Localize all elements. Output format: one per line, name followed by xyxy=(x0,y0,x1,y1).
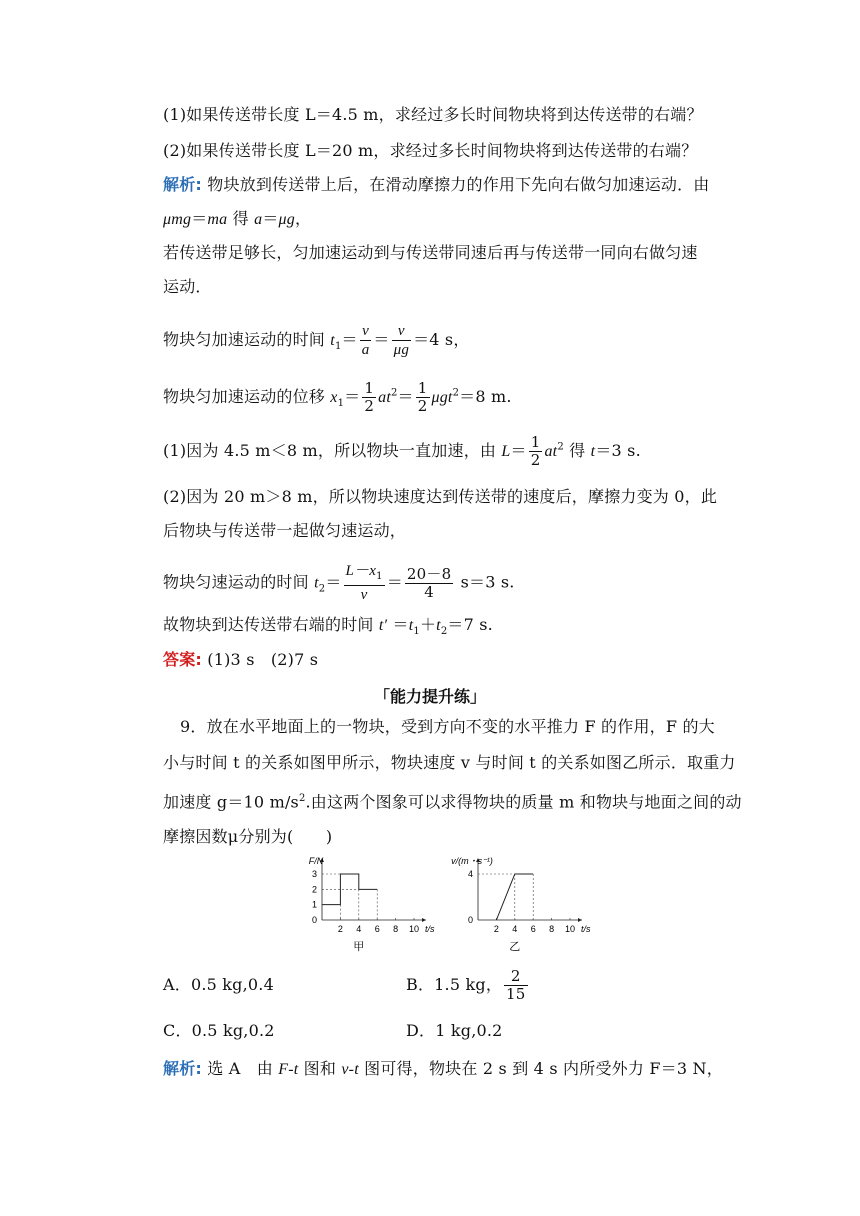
x-tick-label: 8 xyxy=(393,924,399,934)
origin-label: 0 xyxy=(311,915,317,925)
long-belt-line-1: 若传送带足够长，匀加速运动到与传送带同速后再与传送带一同向右做匀速 xyxy=(163,243,698,262)
section-title: 「能力提升练」 xyxy=(373,687,486,706)
mu-mg-line: μmg＝ma 得 a＝μg， xyxy=(163,209,312,228)
final-analysis-line: 解析: 选 A 由 F-t 图和 v-t 图可得，物块在 2 s 到 4 s 内所受外力 F＝3 N， xyxy=(163,1059,723,1078)
q9-line-4: 摩擦因数μ分别为( ) xyxy=(163,827,333,846)
answer-line xyxy=(163,649,318,671)
final-analysis-label: 解析: xyxy=(163,1059,202,1078)
t1-equation: 物块匀加速运动的时间 $t_1=$ $\frac{v}{a}$ ＝ $\frac{v}{\mu g}$ ＝4 s， xyxy=(163,323,470,358)
x-tick-label: 6 xyxy=(374,924,380,934)
y-tick-label: 1 xyxy=(311,899,317,910)
x-tick-label: 2 xyxy=(493,924,499,934)
origin-label: 0 xyxy=(467,915,473,925)
part2-line-1: (2)因为 20 m＞8 m，所以物块速度达到传送带的速度后，摩擦力变为 0，此 xyxy=(163,487,718,506)
y-tick-label: 4 xyxy=(467,869,473,879)
x-axis-label: t/s xyxy=(425,924,435,934)
option-a[interactable]: A．0.5 kg,0.4 xyxy=(163,975,274,994)
x-tick-label: 4 xyxy=(512,924,518,934)
x1-equation: 物块匀加速运动的位移 $x_1=$ $\frac{1}{2}$ $at^2=$ $\frac{1}{2}$ μgt$^2$＝8 m. xyxy=(163,379,512,415)
x-tick-label: 10 xyxy=(564,924,576,934)
x-tick-label: 6 xyxy=(530,924,536,934)
x-axis-label: t/s xyxy=(581,924,591,934)
y-tick-label: 3 xyxy=(311,869,317,879)
x-tick-label: 4 xyxy=(356,924,362,934)
chart-caption: 甲 xyxy=(353,941,365,953)
q9-line-2: 小与时间 t 的关系如图甲所示，物块速度 v 与时间 t 的关系如图乙所示．取重力 xyxy=(163,753,736,772)
answer-text: (1)3 s (2)7 s xyxy=(207,650,319,669)
long-belt-line-2: 运动． xyxy=(163,277,212,296)
x-tick-label: 10 xyxy=(408,924,420,934)
velocity-series-line xyxy=(496,874,533,920)
chart-v-t xyxy=(448,852,598,962)
chart-f-t xyxy=(292,852,442,962)
option-c[interactable]: C．0.5 kg,0.2 xyxy=(163,1021,275,1040)
option-d[interactable]: D．1 kg,0.2 xyxy=(406,1021,503,1040)
x-tick-label: 8 xyxy=(549,924,555,934)
y-tick-label: 2 xyxy=(311,884,317,895)
part2-line-2: 后物块与传送带一起做匀速运动， xyxy=(163,521,407,540)
analysis-label: 解析: xyxy=(163,175,202,194)
y-axis-label: F/N xyxy=(308,856,324,866)
q9-line-1: 9．放在水平地面上的一物块，受到方向不变的水平推力 F 的作用，F 的大 xyxy=(180,717,715,736)
chart-caption: 乙 xyxy=(509,941,521,953)
question-1: (1)如果传送带长度 L＝4.5 m，求经过多长时间物块将到达传送带的右端？ xyxy=(163,105,703,124)
t2-equation: 物块匀速运动的时间 $t_2=$ $\frac{L-x_1}{v}$ ＝ $\frac{20-8}{4}$ s＝3 s. xyxy=(163,563,515,603)
total-time-line: 故物块到达传送带右端的时间 $t' =t_1+t_2=7$ s. xyxy=(163,615,493,638)
analysis-intro-line xyxy=(163,174,710,196)
x-tick-label: 2 xyxy=(337,924,343,934)
x-axis-arrow xyxy=(578,918,582,922)
part1-solution: (1)因为 4.5 m＜8 m，所以物块一直加速，由 L＝ $\frac{1}{2}$ $at^2$ 得 t＝3 s. xyxy=(163,433,641,469)
option-b[interactable]: B．1.5 kg， $\frac{2}{15}$ xyxy=(406,967,526,1003)
answer-label: 答案: xyxy=(163,650,202,669)
analysis-intro: 物块放到传送带上后，在滑动摩擦力的作用下先向右做匀加速运动．由 xyxy=(207,175,710,194)
q9-line-3: 加速度 g＝10 $m/s^2$.由这两个图象可以求得物块的质量 m 和物块与地面之间的动 xyxy=(163,792,742,812)
question-2: (2)如果传送带长度 L＝20 m，求经过多长时间物块将到达传送带的右端？ xyxy=(163,141,698,160)
y-axis-label: v/(m・s⁻¹) xyxy=(451,856,493,866)
x-axis-arrow xyxy=(422,918,426,922)
